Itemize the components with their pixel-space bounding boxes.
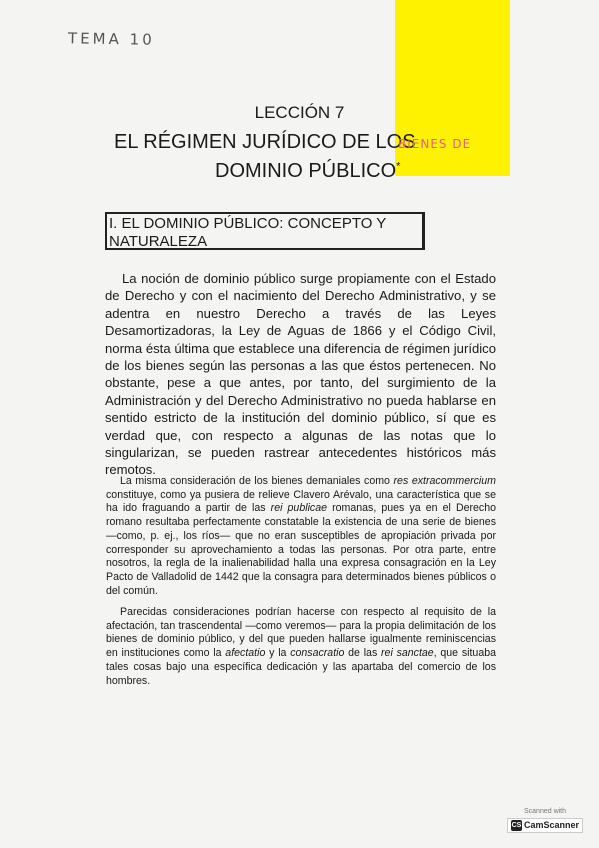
italic-term: rei publicae [270,502,328,515]
handwritten-highlight-note: BIENES DE [398,137,472,151]
paragraph-3 [106,606,496,688]
camscanner-name: CamScanner [523,820,580,830]
paragraph-1: La noción de dominio público surge propiamente con el Estado de Derecho y con el nacimiento del Derecho Administrativo, y se adentra en nuestro Derecho a través de las Leyes Desamortizadoras, la Ley de Aguas de 1866 y el Código Civil, norma ésta última que establece una diferencia de régimen jurídico de los bienes según las personas a las que éstos pertenecen. No obstante, pese a que antes, por tanto, del surgimiento de la Administración y del Derecho Administrativo no pueda hablarse en sentido estricto de la institución del dominio público, sí que es verdad que, con respecto a algunas de las notas que lo singularizan, se pueden rastrear antecedentes históricos más remotos. [105,271,496,478]
text-run: romanas, pues ya en el Derecho romano resultaba perfectamente constatable la existencia de una serie de bienes —como, p. ej., los ríos— que no eran susceptibles de apropiación privada por corresponder su aprovechamiento a todas las personas. Por otra parte, entre nosotros, la regla de la inalienabilidad halla una expresa consagración en la Ley Pacto de Valladolid de 1442 que la consagra para determinados bienes públicos o del común. [106,502,496,597]
section-heading: I. EL DOMINIO PÚBLICO: CONCEPTO Y NATURALEZA [109,215,387,250]
chapter-title-line-2 [215,160,400,183]
camscanner-icon: CS [511,822,522,830]
italic-term: consacratio [290,647,345,660]
small-paragraph-2 [106,606,496,688]
paragraph-2 [106,475,496,598]
lesson-number: LECCIÓN 7 [254,103,345,122]
camscanner-logo [507,818,583,833]
text-run: y la [265,647,291,660]
scanned-with-label: Scanned with [523,808,567,815]
footnote-mark: * [396,160,401,173]
chapter-title-text: DOMINIO PÚBLICO [215,160,397,182]
italic-term: rei sanctae [381,647,434,660]
camscanner-badge [502,808,588,838]
italic-term: res extracommercium [393,475,496,487]
main-paragraph [105,270,496,479]
handwritten-topic-note: TEMA 10 [67,29,155,49]
italic-term: afectatio [225,647,266,660]
text-run: constituye, como ya pusiera de relieve Clavero Arévalo, una característica que se ha ido fraguando a partir de las [106,488,496,515]
text-run: La misma consideración de los bienes demaniales como [120,475,394,487]
small-paragraph-1 [106,475,496,598]
text-run: de las [344,647,382,660]
chapter-title-line-1: EL RÉGIMEN JURÍDICO DE LOS [114,131,416,153]
text-run: Parecidas consideraciones podrían hacerse con respecto al requisito de la afectación, tan trascendental —como veremos— para la propia delimitación de los bienes de dominio público, y del que pueden hallarse igualmente reminiscencias en instituciones como la [106,606,496,660]
text-run: , que situaba tales cosas bajo una específica dedicación y las apartaba del comercio de los hombres. [106,647,497,687]
